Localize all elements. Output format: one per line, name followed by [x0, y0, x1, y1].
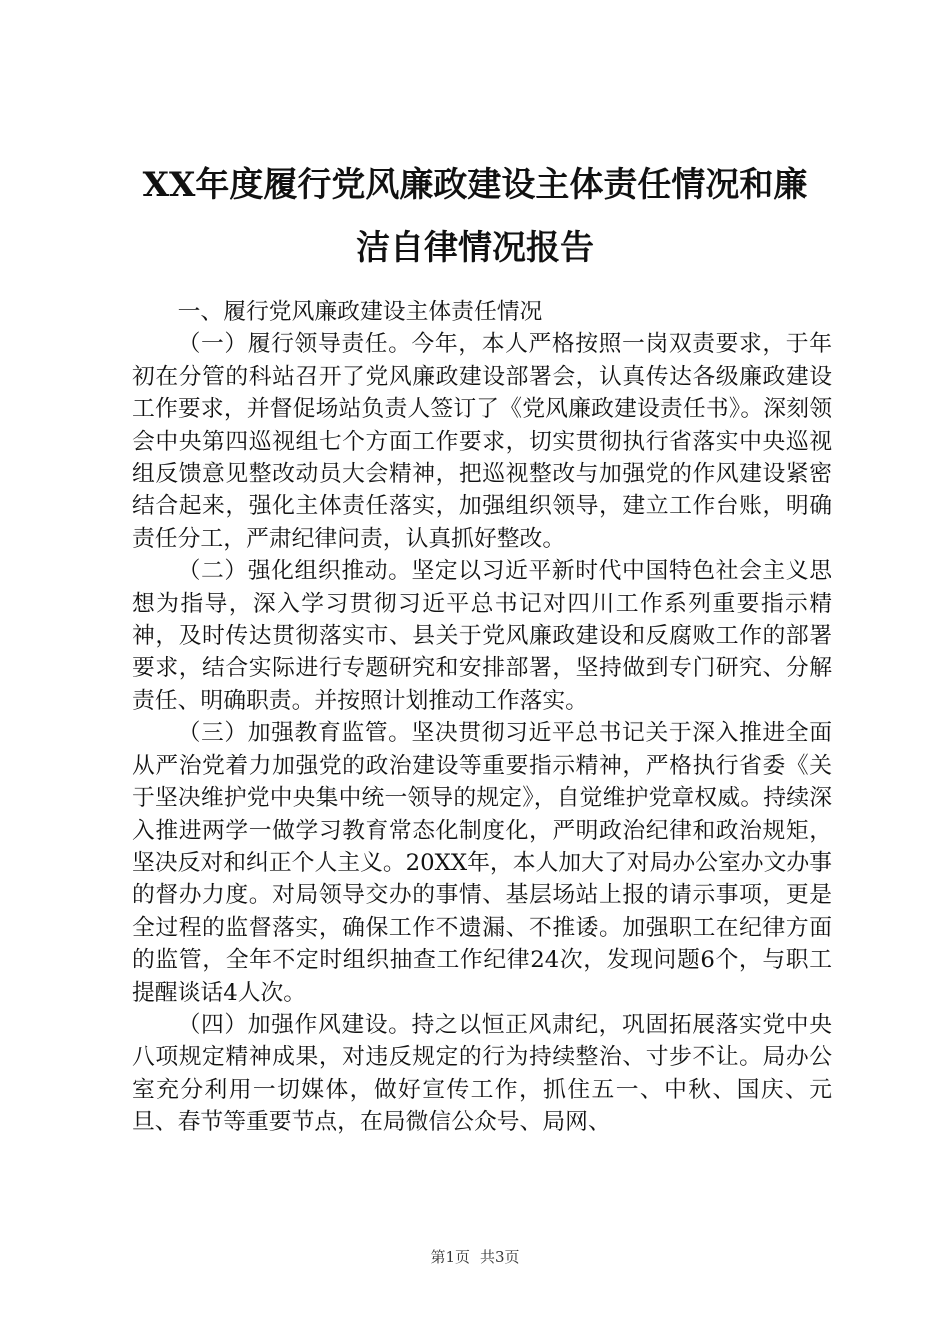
page-footer: [0, 1246, 950, 1267]
paragraph-3: （三）加强教育监管。坚决贯彻习近平总书记关于深入推进全面从严治党着力加强党的政治建设等重要指示精神，严格执行省委《关于坚决维护党中央集中统一领导的规定》，自觉维护党章权威。持续深入推进两学一做学习教育常态化制度化，严明政治纪律和政治规矩，坚决反对和纠正个人主义。20XX年，本人加大了对局办公室办文办事的督办力度。对局领导交办的事情、基层场站上报的请示事项，更是全过程的监督落实，确保工作不遗漏、不推诿。加强职工在纪律方面的监管，全年不定时组织抽查工作纪律24次，发现问题6个，与职工提醒谈话4人次。: [132, 720, 832, 1006]
paragraph-1: （一）履行领导责任。今年，本人严格按照一岗双责要求，于年初在分管的科站召开了党风廉政建设部署会，认真传达各级廉政建设工作要求，并督促场站负责人签订了《党风廉政建设责任书》。深刻领会中央第四巡视组七个方面工作要求，切实贯彻执行省落实中央巡视组反馈意见整改动员大会精神，把巡视整改与加强党的作风建设紧密结合起来，强化主体责任落实，加强组织领导，建立工作台账，明确责任分工，严肃纪律问责，认真抓好整改。: [132, 331, 832, 552]
section-heading: 一、履行党风廉政建设主体责任情况: [177, 299, 543, 325]
document-title-line-2: 洁自律情况报告: [356, 228, 594, 268]
paragraph-2: （二）强化组织推动。坚定以习近平新时代中国特色社会主义思想为指导，深入学习贯彻习近平总书记对四川工作系列重要指示精神，及时传达贯彻落实市、县关于党风廉政建设和反腐败工作的部署要求，结合实际进行专题研究和安排部署，坚持做到专门研究、分解责任、明确职责。并按照计划推动工作落实。: [132, 558, 832, 714]
document-body: [132, 296, 832, 1139]
page-number-total: 共3页: [480, 1248, 520, 1266]
page-number-current: 第1页: [430, 1248, 470, 1266]
document-title-line-1: XX年度履行党风廉政建设主体责任情况和廉: [142, 165, 808, 205]
paragraph-4: （四）加强作风建设。持之以恒正风肃纪，巩固拓展落实党中央八项规定精神成果，对违反规定的行为持续整治、寸步不让。局办公室充分利用一切媒体，做好宣传工作，抓住五一、中秋、国庆、元旦、春节等重要节点，在局微信公众号、局网、: [132, 1011, 832, 1136]
